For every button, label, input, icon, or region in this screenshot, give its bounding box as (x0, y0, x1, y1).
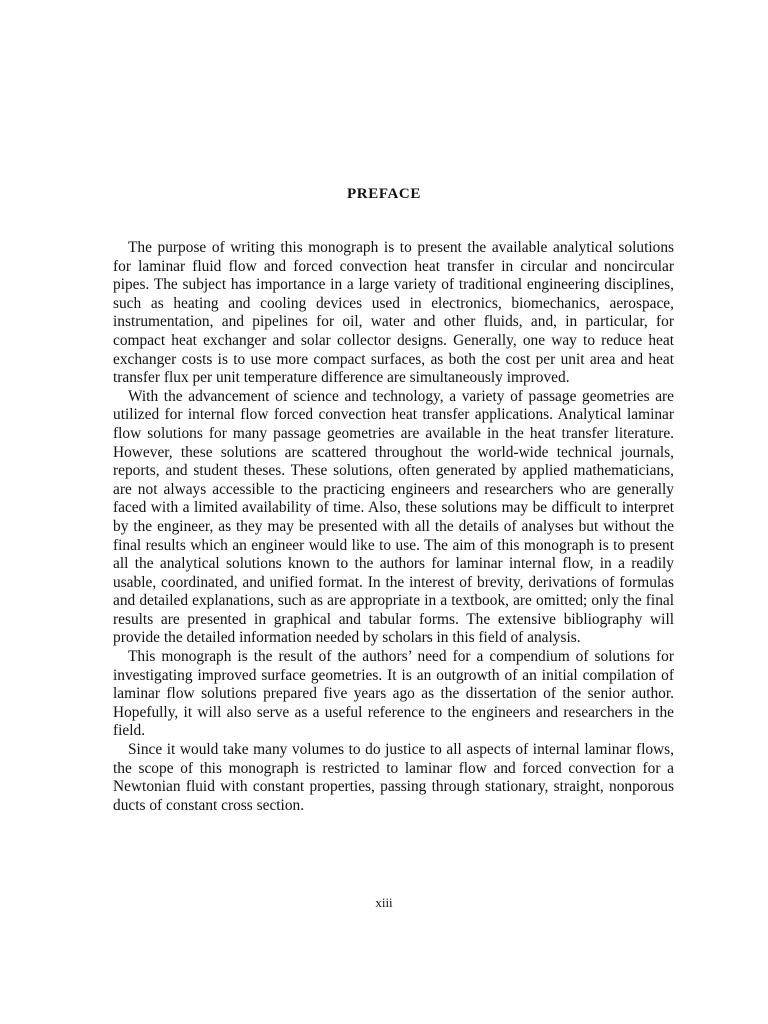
paragraph-3: This monograph is the result of the authors’ need for a compendium of solutions for investigating improved surface geometries. It is an outgrowth of an initial compilation of laminar flow solutions prepared five years ago as the dissertation of the senior author. Hopefully, it will also serve as a useful reference to the engineers and researchers in the field. (113, 648, 674, 740)
paragraph-2: With the advancement of science and technology, a variety of passage geometries are utilized for internal flow forced convection heat transfer applications. Analytical laminar flow solutions for many passage geometries are available in the heat transfer literature. However, these solutions are scattered throughout the world-wide technical journals, reports, and student theses. These solutions, often generated by applied mathematicians, are not always accessible to the practicing engineers and researchers who are generally faced with a limited availability of time. Also, these solutions may be difficult to interpret by the engineer, as they may be presented with all the details of analyses but without the final results which an engineer would like to use. The aim of this monograph is to present all the analytical solutions known to the authors for laminar internal flow, in a readily usable, coordinated, and unified format. In the interest of brevity, derivations of formulas and detailed explanations, such as are appropriate in a textbook, are omitted; only the final results are presented in graphical and tabular forms. The extensive bibliography will provide the detailed information needed by scholars in this field of analysis. (113, 387, 674, 647)
preface-body (113, 239, 674, 815)
page-number: xiii (375, 895, 393, 910)
paragraph-1: The purpose of writing this monograph is to present the available analytical solutions for laminar fluid flow and forced convection heat transfer in circular and noncircular pipes. The subject has importance in a large variety of traditional engineering disciplines, such as heating and cooling devices used in electronics, biomechanics, aerospace, instrumentation, and pipelines for oil, water and other fluids, and, in particular, for compact heat exchanger and solar collector designs. Generally, one way to reduce heat exchanger costs is to use more compact surfaces, as both the cost per unit area and heat transfer flux per unit temperature difference are simultaneously improved. (113, 239, 674, 387)
page-title: PREFACE (347, 186, 421, 202)
paragraph-4: Since it would take many volumes to do justice to all aspects of internal laminar flows, the scope of this monograph is restricted to laminar flow and forced convection for a Newtonian fluid with constant properties, passing through stationary, straight, nonporous ducts of constant cross section. (113, 741, 674, 814)
